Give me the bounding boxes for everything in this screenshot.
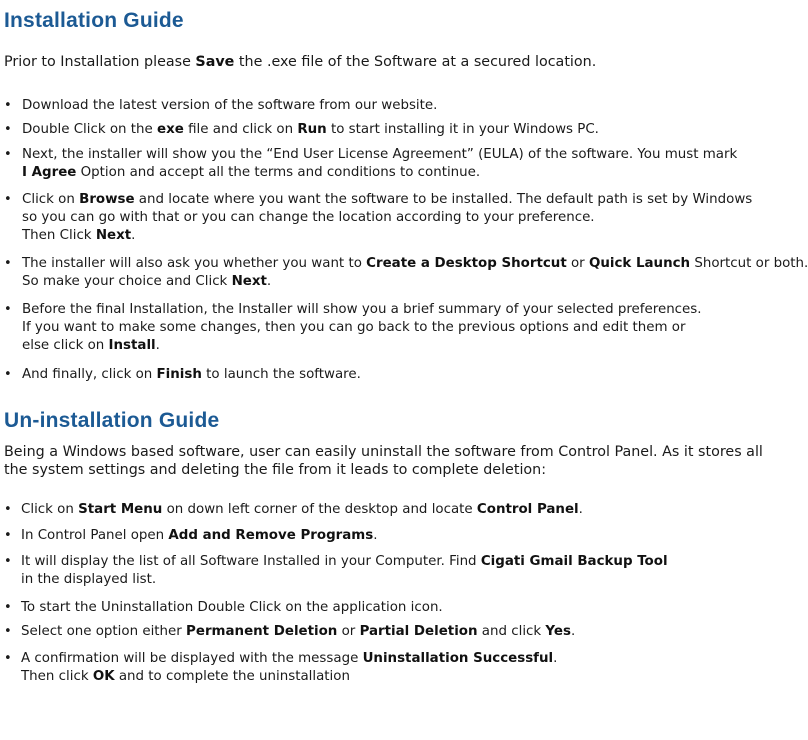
step-bold-text: Partial Deletion <box>359 624 478 639</box>
step-text: Click on <box>22 192 80 207</box>
intro-line: the system settings and deleting the file from it leads to complete deletion: <box>4 462 547 478</box>
step-line <box>22 191 752 209</box>
step-item <box>4 366 361 384</box>
step-bold-text: Quick Launch <box>588 256 691 271</box>
step-line <box>22 366 361 384</box>
bullet-icon: • <box>4 600 12 615</box>
intro-text: the .exe file of the Software at a secured location. <box>234 54 597 70</box>
step-text: Shortcut or both. <box>690 256 808 271</box>
step-line <box>22 146 737 164</box>
step-text: Then Click <box>22 228 96 243</box>
bullet-icon: • <box>4 122 12 137</box>
uninstallation-title: Un-installation Guide <box>4 409 220 432</box>
step-bold-text: Next <box>231 274 267 289</box>
step-text: . <box>578 502 583 517</box>
step-text: Then click <box>21 669 93 684</box>
step-line <box>22 97 437 115</box>
step-text: In Control Panel open <box>21 528 169 543</box>
bullet-icon: • <box>4 367 12 382</box>
step-bold-text: Yes <box>545 624 571 639</box>
intro-line: Being a Windows based software, user can easily uninstall the software from Control Panel. As it stores all <box>4 444 763 460</box>
step-item <box>4 191 752 245</box>
step-bold-text: Uninstallation Successful <box>362 651 554 666</box>
step-text: Next, the installer will show you the “End User License Agreement” (EULA) of the software. You must mark <box>22 147 738 162</box>
step-bold-text: Browse <box>79 192 135 207</box>
step-item <box>4 650 557 686</box>
step-text: to start installing it in your Windows PC. <box>326 122 599 137</box>
step-item <box>4 301 702 355</box>
intro-bold: Save <box>195 54 235 70</box>
bullet-icon: • <box>4 624 12 639</box>
step-bold-text: Start Menu <box>78 502 163 517</box>
step-text: Click on <box>21 502 79 517</box>
step-line <box>21 501 583 519</box>
step-bold-text: Install <box>108 338 156 353</box>
step-text: or <box>566 256 589 271</box>
step-bold-text: Control Panel <box>476 502 579 517</box>
bullet-icon: • <box>4 256 12 271</box>
step-item <box>4 255 808 291</box>
step-text: else click on <box>22 338 109 353</box>
step-line <box>21 553 668 571</box>
step-text: Double Click on the <box>22 122 158 137</box>
installation-title: Installation Guide <box>4 9 184 32</box>
step-line <box>21 599 443 617</box>
step-line <box>22 121 599 139</box>
step-line <box>21 623 575 641</box>
step-line <box>22 319 702 337</box>
step-line <box>22 227 752 245</box>
step-text: Option and accept all the terms and conditions to continue. <box>76 165 481 180</box>
step-line <box>21 650 557 668</box>
step-bold-text: Finish <box>156 367 202 382</box>
step-text: . <box>553 651 558 666</box>
step-line <box>22 209 752 227</box>
step-line <box>21 527 377 545</box>
step-line <box>21 668 557 686</box>
intro-text: Prior to Installation please <box>4 54 196 70</box>
step-text: The installer will also ask you whether you want to <box>22 256 367 271</box>
step-bold-text: Next <box>95 228 132 243</box>
step-text: Download the latest version of the software from our website. <box>22 98 438 113</box>
bullet-icon: • <box>4 528 12 543</box>
step-bold-text: Add and Remove Programs <box>168 528 374 543</box>
step-text: . <box>131 228 136 243</box>
bullet-icon: • <box>4 651 12 666</box>
step-text: Before the final Installation, the Installer will show you a brief summary of your selected preferences. <box>22 302 702 317</box>
step-text: . <box>373 528 378 543</box>
step-bold-text: Create a Desktop Shortcut <box>366 256 567 271</box>
step-bold-text: exe <box>157 122 184 137</box>
step-text: . <box>570 624 576 639</box>
step-bold-text: Run <box>297 122 327 137</box>
bullet-icon: • <box>4 302 12 317</box>
step-line <box>22 273 808 291</box>
step-text: file and click on <box>183 122 298 137</box>
step-item <box>4 146 737 182</box>
step-line <box>21 571 668 589</box>
installation-intro <box>4 53 596 71</box>
step-text: . <box>155 338 160 353</box>
step-text: If you want to make some changes, then you can go back to the previous options and edit them or <box>22 320 686 335</box>
step-text: . <box>266 274 272 289</box>
step-line <box>22 255 808 273</box>
step-item <box>4 97 437 115</box>
step-text: on down left corner of the desktop and locate <box>162 502 477 517</box>
bullet-icon: • <box>4 98 12 113</box>
step-text: or <box>337 624 360 639</box>
step-text: It will display the list of all Software Installed in your Computer. Find <box>21 554 481 569</box>
step-item <box>4 553 668 589</box>
step-text: and locate where you want the software to be installed. The default path is set by Windows <box>134 192 753 207</box>
step-text: and click <box>477 624 546 639</box>
step-text: Select one option either <box>21 624 187 639</box>
step-text: So make your choice and Click <box>22 274 232 289</box>
step-item <box>4 501 583 519</box>
step-item <box>4 121 599 139</box>
step-line <box>22 337 702 355</box>
bullet-icon: • <box>4 192 12 207</box>
step-bold-text: I Agree <box>22 165 77 180</box>
step-line <box>22 164 737 182</box>
step-bold-text: Permanent Deletion <box>186 624 338 639</box>
bullet-icon: • <box>4 147 12 162</box>
uninstallation-intro <box>4 443 763 479</box>
step-bold-text: Cigati Gmail Backup Tool <box>480 554 668 569</box>
step-item <box>4 599 443 617</box>
step-text: in the displayed list. <box>21 572 157 587</box>
step-item <box>4 623 575 641</box>
step-bold-text: OK <box>92 669 115 684</box>
step-text: A confirmation will be displayed with the message <box>21 651 363 666</box>
step-text: To start the Uninstallation Double Click on the application icon. <box>21 600 443 615</box>
step-text: to launch the software. <box>201 367 361 382</box>
step-line <box>22 301 702 319</box>
step-text: and to complete the uninstallation <box>114 669 350 684</box>
bullet-icon: • <box>4 554 12 569</box>
step-text: And finally, click on <box>22 367 157 382</box>
step-item <box>4 527 377 545</box>
step-text: so you can go with that or you can change the location according to your preference. <box>22 210 595 225</box>
bullet-icon: • <box>4 502 12 517</box>
